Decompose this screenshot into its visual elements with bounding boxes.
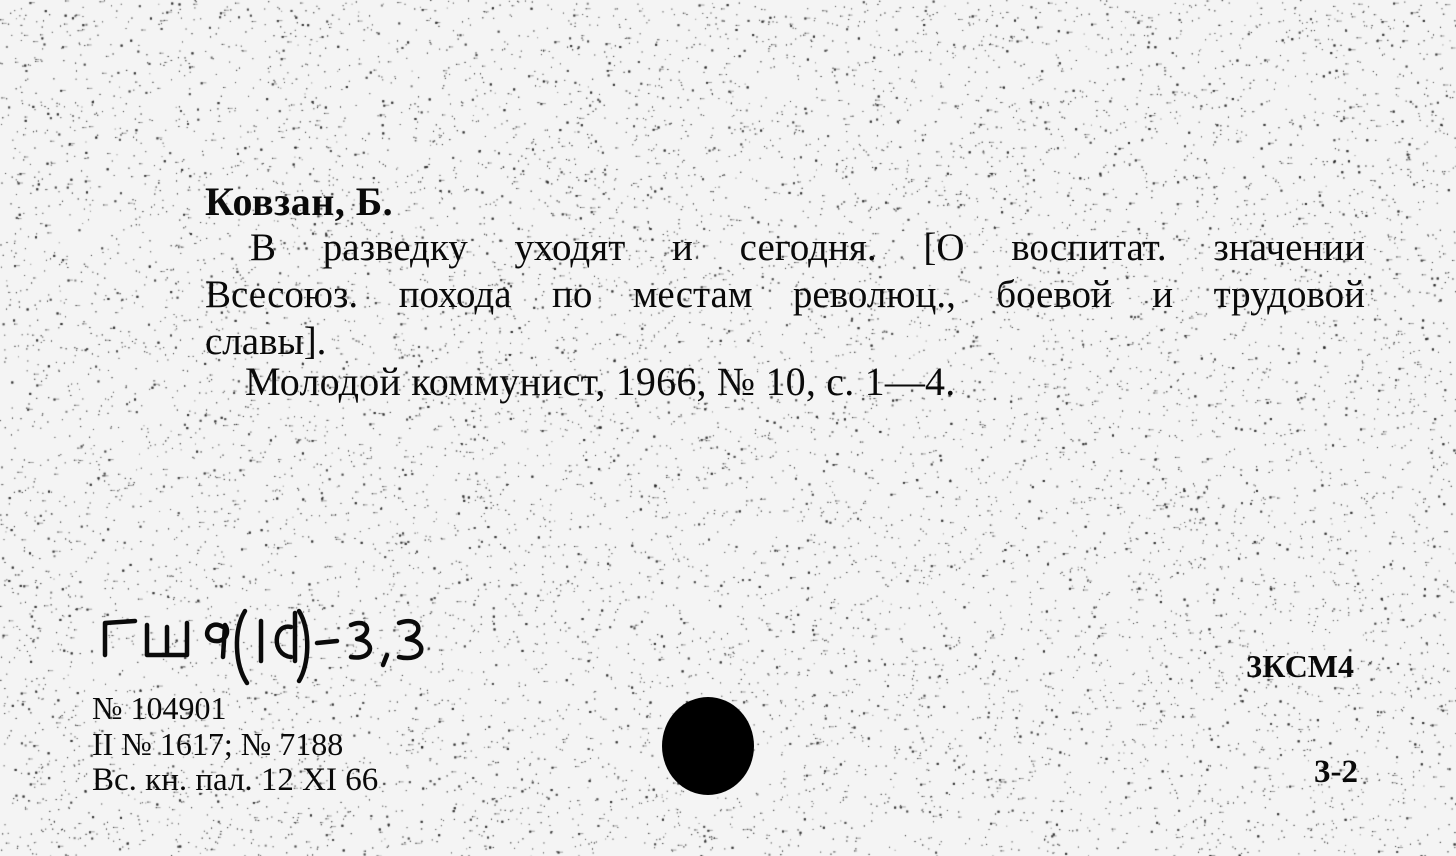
handwritten-code-drawing (95, 595, 495, 695)
author-name: Ковзан, Б. (205, 179, 394, 224)
source-citation: Молодой коммунист, 1966, № 10, с. 1—4. (245, 359, 956, 404)
title-annotation (205, 224, 1365, 365)
title-line-3: славы]. (205, 320, 327, 363)
stamp-number: № 104901 (92, 690, 227, 726)
subject-code: 3КСМ4 (1246, 648, 1354, 684)
punch-hole (662, 697, 754, 795)
handwritten-classification-code (95, 595, 495, 695)
stamp-registration: II № 1617; № 7188 (92, 726, 344, 762)
stamp-chamber-date: Вс. кн. пал. 12 XI 66 (92, 762, 379, 798)
index-code: 3-2 (1314, 754, 1358, 790)
title-line-1: В разведку уходят и сегодня. [О воспитат. значении (250, 226, 1365, 269)
title-line-2: Всесоюз. похода по местам революц., боевой и трудовой (205, 273, 1365, 316)
